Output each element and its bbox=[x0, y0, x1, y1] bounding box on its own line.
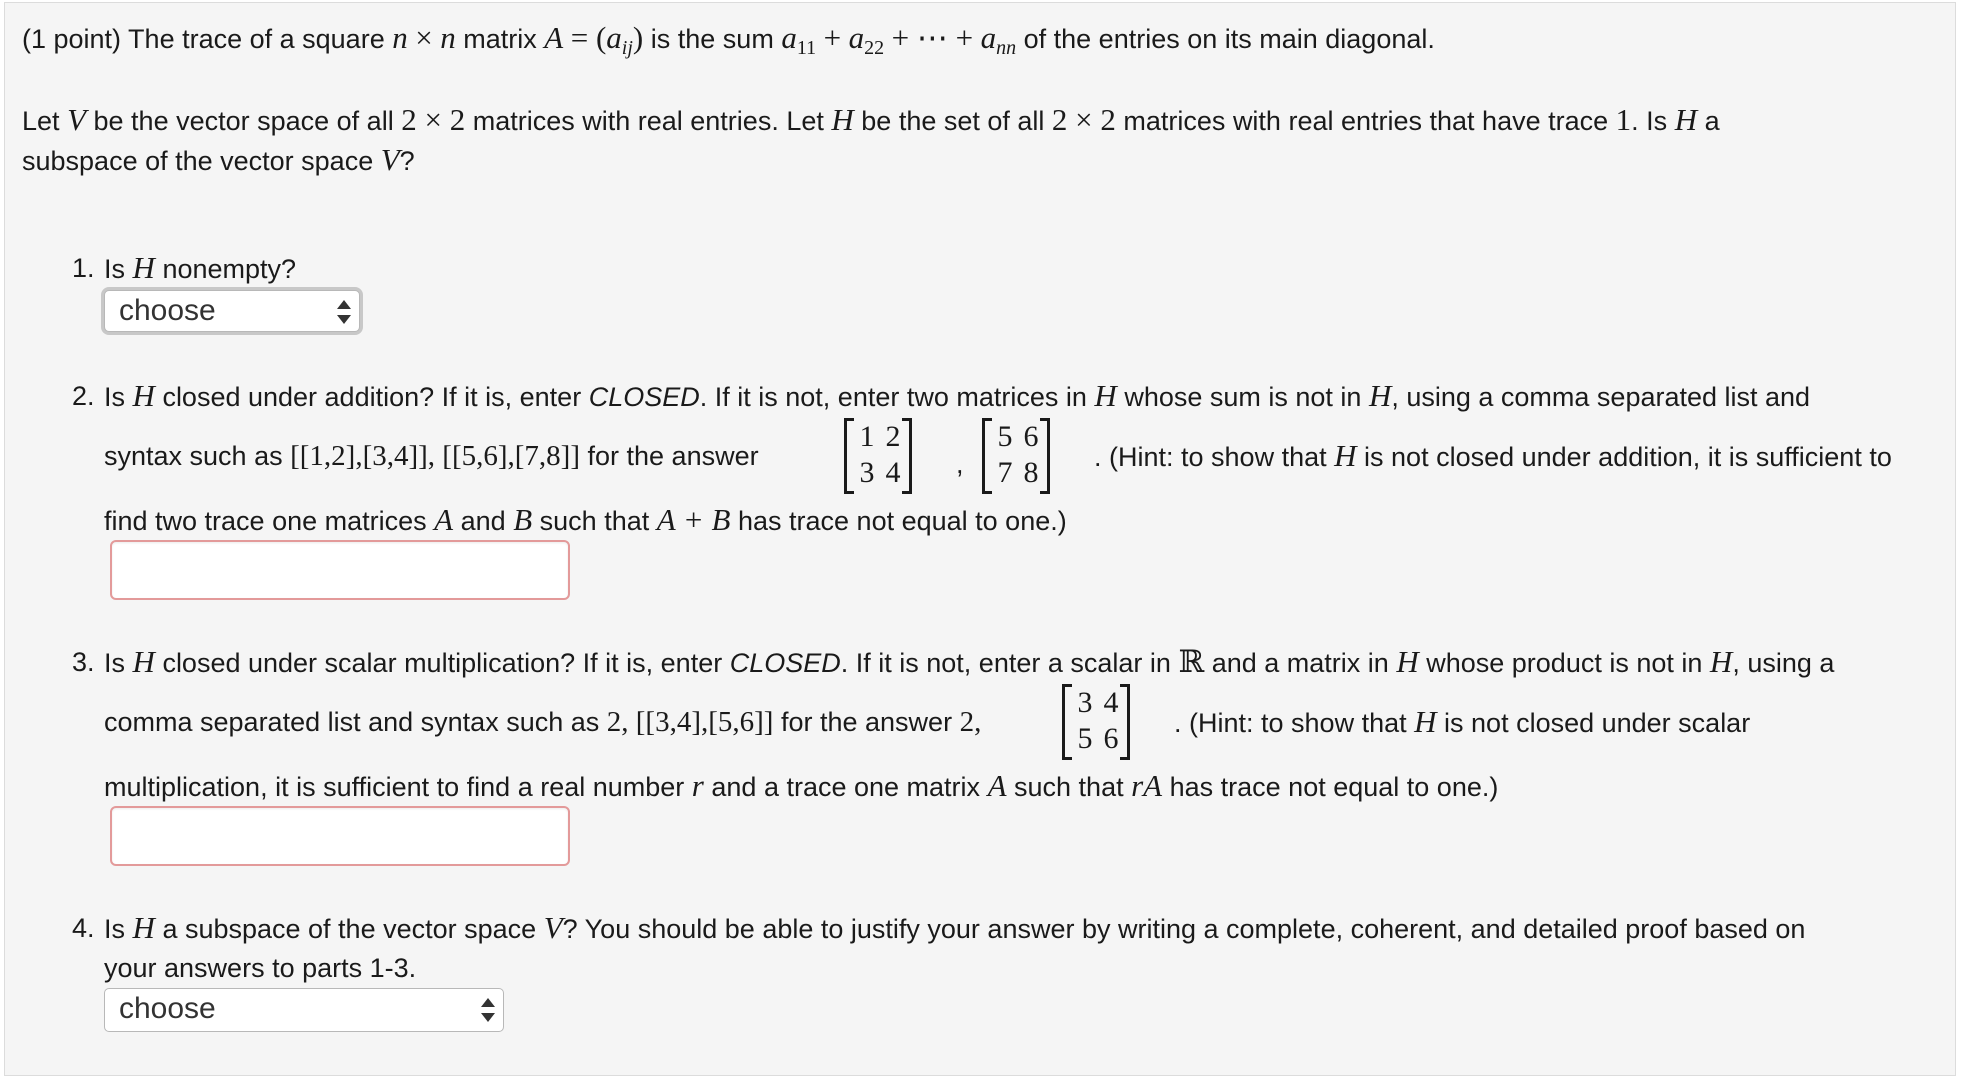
matrix-entry: 5 bbox=[997, 420, 1013, 453]
q3-line-2-left: comma separated list and syntax such as 2, [[3,4],[5,6]] for the answer 2, bbox=[104, 706, 982, 738]
q3-example-matrix bbox=[1062, 684, 1130, 760]
q3-line-1: Is H closed under scalar multiplication? If it is, enter CLOSED. If it is not, enter a scalar in ℝ and a matrix in H whose product is not in H, using a bbox=[104, 644, 1835, 679]
matrix-entry: 3 bbox=[1077, 686, 1093, 719]
q1-select-value: choose bbox=[119, 294, 216, 327]
q4-subspace-select[interactable] bbox=[104, 988, 504, 1032]
q1-nonempty-select[interactable] bbox=[104, 290, 360, 332]
q2-example-matrix-1 bbox=[844, 418, 912, 494]
matrix-entry: 3 bbox=[859, 456, 875, 489]
q2-line-2-right: . (Hint: to show that H is not closed under addition, it is sufficient to bbox=[1094, 438, 1892, 473]
matrix-entry: 8 bbox=[1023, 456, 1039, 489]
q4-select-value: choose bbox=[119, 992, 216, 1025]
q3-line-2-right: . (Hint: to show that H is not closed under scalar bbox=[1174, 704, 1751, 739]
q3-answer-input[interactable] bbox=[110, 806, 570, 866]
q3-line-3: multiplication, it is sufficient to find a real number r and a trace one matrix A such that rA has trace not equal to one.) bbox=[104, 768, 1499, 803]
matrix-entry: 7 bbox=[997, 456, 1013, 489]
q4-line-2: your answers to parts 1-3. bbox=[104, 953, 417, 983]
q2-answer-input[interactable] bbox=[110, 540, 570, 600]
matrix-entry: 2 bbox=[885, 420, 901, 453]
matrix-entry: 6 bbox=[1103, 722, 1119, 755]
intro-trace-definition: (1 point) The trace of a square n × n matrix $A = (a_{ij})$ is the sum $a_{11} + a_{22}$ + ⋯ + $a_{nn}$ of the entries on its main diagonal. bbox=[22, 20, 1435, 59]
select-arrows-icon bbox=[481, 997, 495, 1023]
select-arrows-icon bbox=[337, 299, 351, 325]
q3-number: 3. bbox=[72, 647, 95, 677]
matrix-entry: 1 bbox=[859, 420, 875, 453]
q1-prompt: Is H nonempty? bbox=[104, 250, 297, 285]
matrix-entry: 4 bbox=[1103, 686, 1119, 719]
q4-line-1: Is H a subspace of the vector space V? You should be able to justify your answer by writing a complete, coherent, and detailed proof based on bbox=[104, 910, 1806, 945]
q2-line-2-left: syntax such as [[1,2],[3,4]], [[5,6],[7,8]] for the answer bbox=[104, 440, 759, 472]
intro-question-line-1: Let V be the vector space of all 2 × 2 matrices with real entries. Let H be the set of all 2 × 2 matrices with real entries that have trace 1. Is H a bbox=[22, 102, 1720, 137]
matrix-entry: 6 bbox=[1023, 420, 1039, 453]
q4-number: 4. bbox=[72, 913, 95, 943]
intro-question-line-2: subspace of the vector space V? bbox=[22, 142, 415, 177]
q1-number: 1. bbox=[72, 253, 95, 283]
matrix-entry: 4 bbox=[885, 456, 901, 489]
q2-example-matrix-2 bbox=[982, 418, 1050, 494]
q2-line-1: Is H closed under addition? If it is, enter CLOSED. If it is not, enter two matrices in H whose sum is not in H, using a comma separated list and bbox=[104, 378, 1811, 413]
q2-number: 2. bbox=[72, 381, 95, 411]
q2-matrix-comma: , bbox=[956, 449, 964, 479]
q2-line-3: find two trace one matrices A and B such that A + B has trace not equal to one.) bbox=[104, 502, 1067, 537]
matrix-entry: 5 bbox=[1077, 722, 1093, 755]
